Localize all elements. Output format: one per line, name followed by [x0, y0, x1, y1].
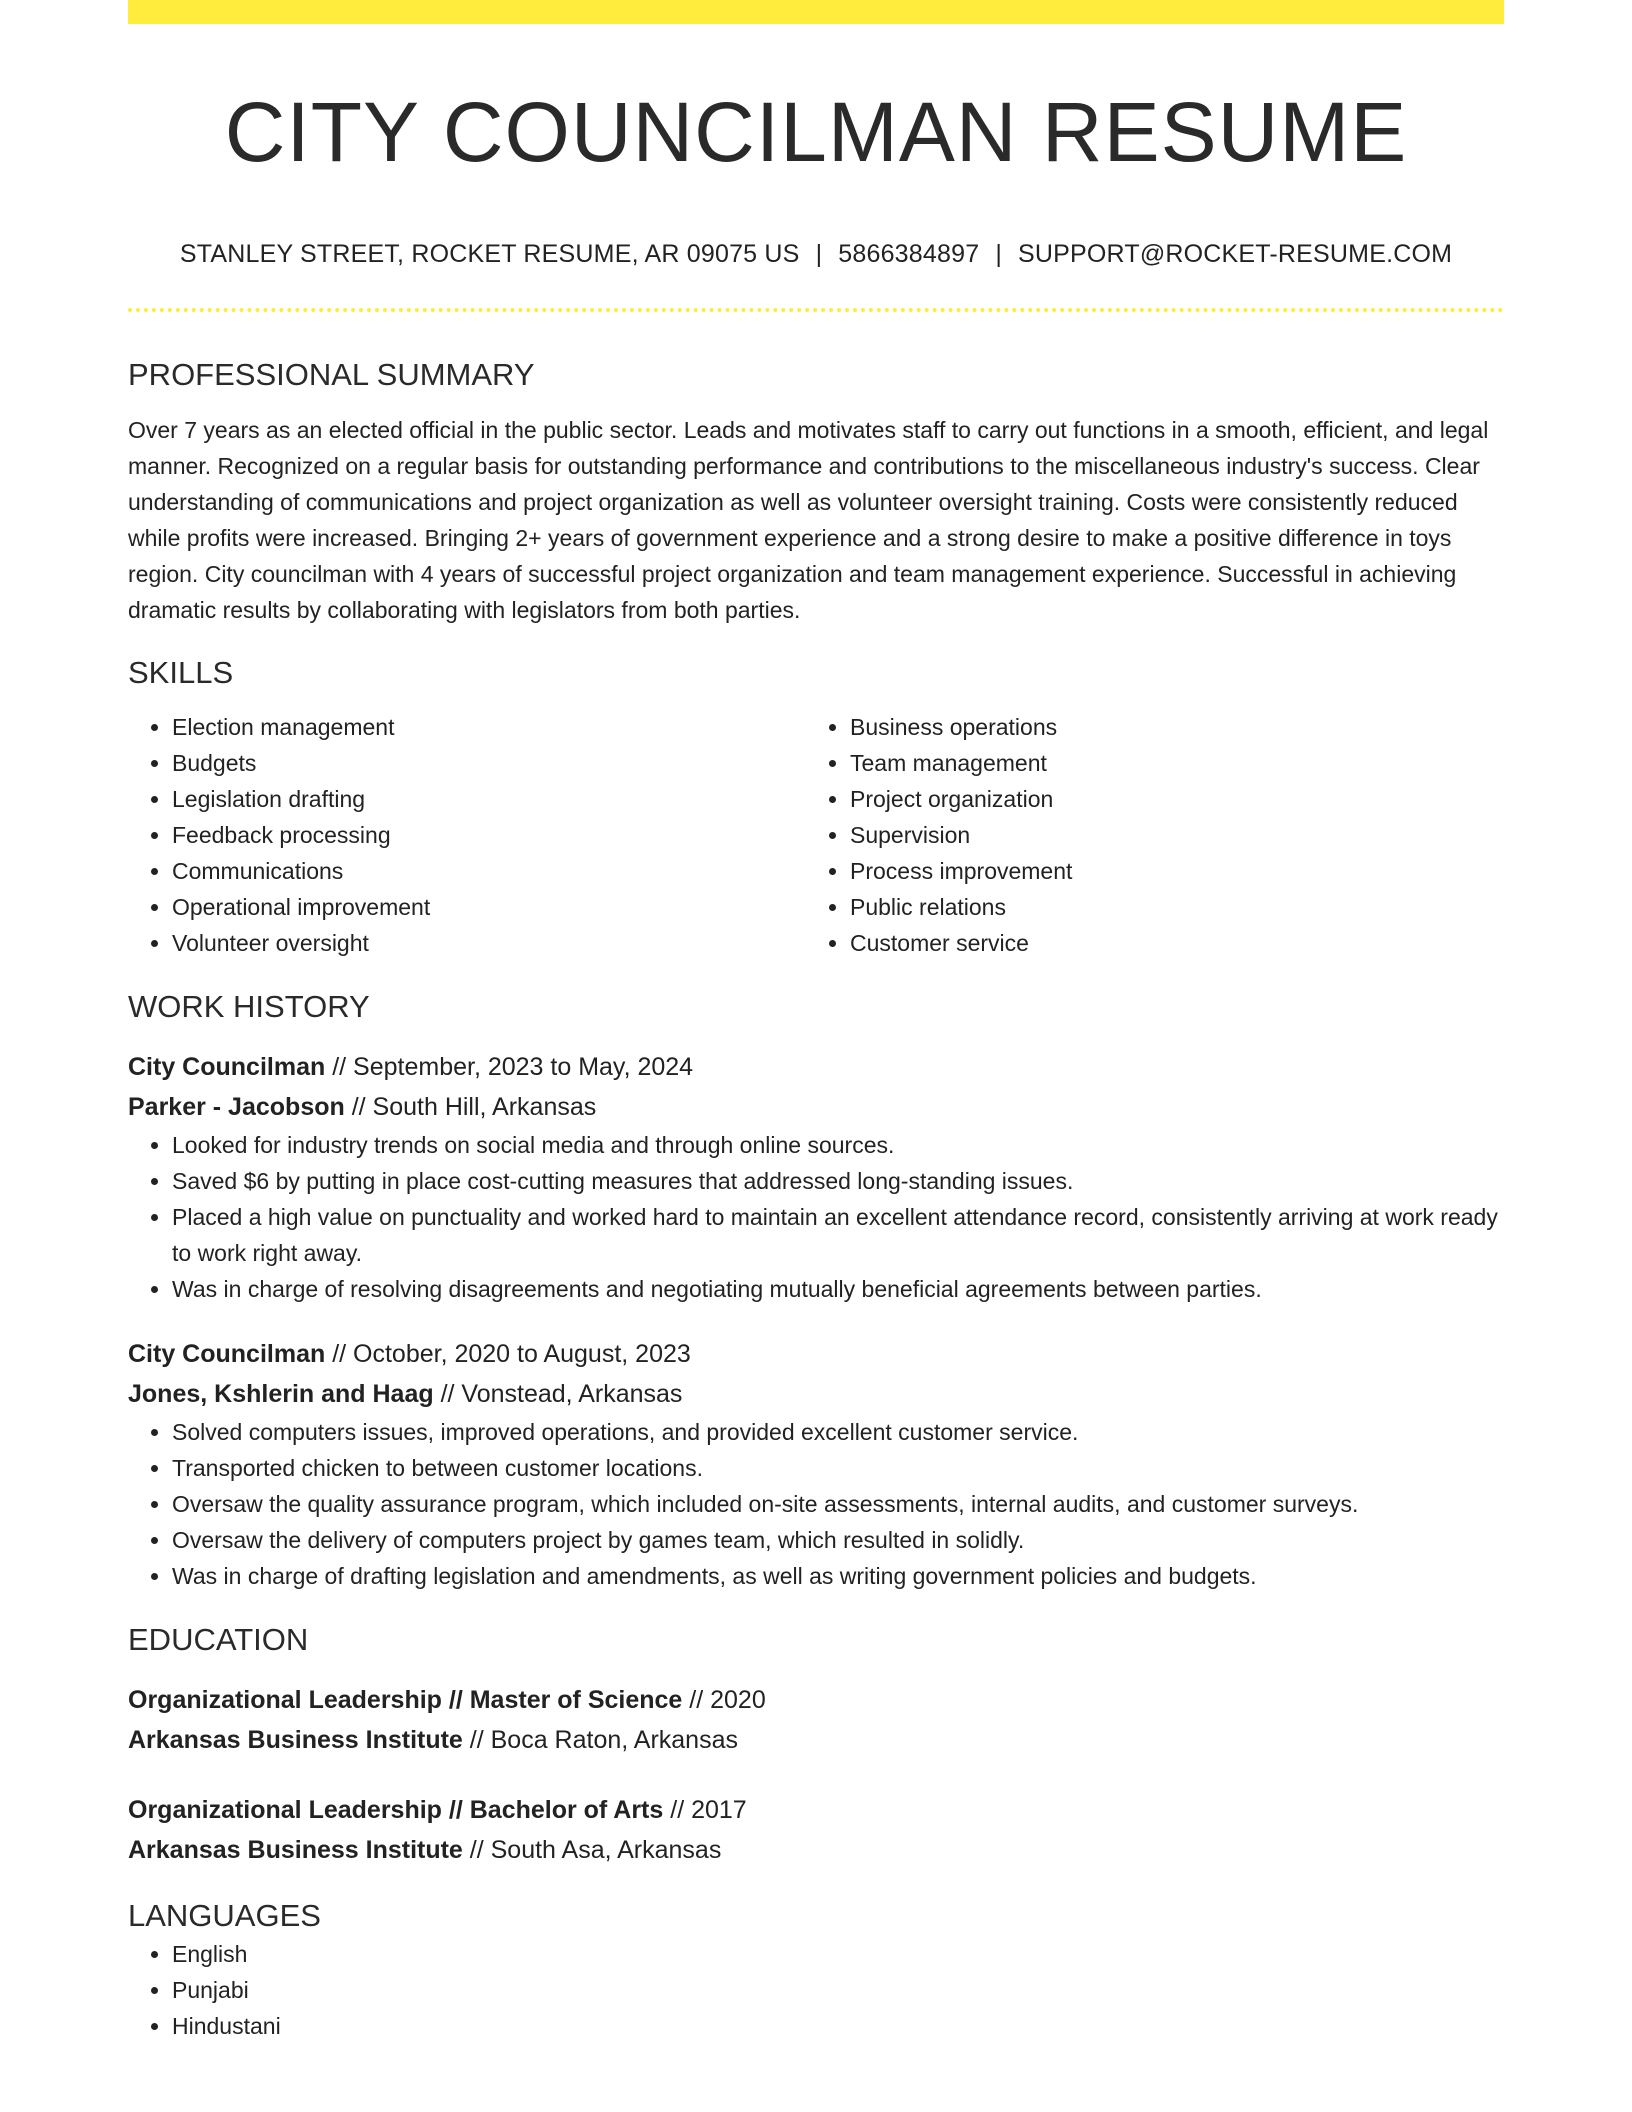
languages-heading: LANGUAGES — [128, 1898, 321, 1933]
skill-item: • Public relations — [850, 889, 1500, 925]
contact-phone: 5866384897 — [838, 240, 980, 268]
job-title-line — [128, 1047, 1504, 1087]
skill-item: • Team management — [850, 745, 1500, 781]
skills-heading: SKILLS — [128, 655, 234, 690]
job-employer: Parker - Jacobson — [128, 1093, 345, 1121]
language-item: • English — [172, 1936, 1504, 1972]
job-employer-line — [128, 1374, 1504, 1414]
education-location: // South Asa, Arkansas — [462, 1836, 722, 1864]
job-bullet-list — [128, 1127, 1504, 1307]
education-degree: Organizational Leadership // Master of Science — [128, 1686, 683, 1714]
skill-item: • Volunteer oversight — [172, 925, 806, 961]
skill-item: • Project organization — [850, 781, 1500, 817]
job-title: City Councilman — [128, 1340, 326, 1368]
skill-item: • Election management — [172, 709, 806, 745]
skill-item: • Operational improvement — [172, 889, 806, 925]
language-item: • Punjabi — [172, 1972, 1504, 2008]
job-bullet: • Transported chicken to between customer locations. — [172, 1450, 1504, 1486]
education-school-line — [128, 1720, 1504, 1760]
job-bullet: • Oversaw the delivery of computers project by games team, which resulted in solidly. — [172, 1522, 1504, 1558]
contact-address: STANLEY STREET, ROCKET RESUME, AR 09075 US — [179, 240, 800, 268]
job-bullet: • Placed a high value on punctuality and worked hard to maintain an excellent attendance record, consistently arriving at work ready to work right away. — [172, 1199, 1504, 1271]
skill-item: • Communications — [172, 853, 806, 889]
skill-item: • Budgets — [172, 745, 806, 781]
resume-title: CITY COUNCILMAN RESUME — [224, 85, 1408, 179]
job-location: // South Hill, Arkansas — [344, 1093, 597, 1121]
job-bullet: • Saved $6 by putting in place cost-cutting measures that addressed long-standing issues. — [172, 1163, 1504, 1199]
education-school: Arkansas Business Institute — [128, 1726, 463, 1754]
education-heading: EDUCATION — [128, 1622, 309, 1657]
job-bullet: • Was in charge of drafting legislation and amendments, as well as writing government policies and budgets. — [172, 1558, 1504, 1594]
job-dates: // October, 2020 to August, 2023 — [325, 1340, 691, 1368]
education-year: // 2017 — [663, 1796, 747, 1824]
skill-item: • Customer service — [850, 925, 1500, 961]
skill-item: • Legislation drafting — [172, 781, 806, 817]
education-degree-line — [128, 1790, 1504, 1830]
skills-grid — [128, 709, 1504, 961]
job-bullet: • Was in charge of resolving disagreements and negotiating mutually beneficial agreements between parties. — [172, 1271, 1504, 1307]
education-school: Arkansas Business Institute — [128, 1836, 463, 1864]
job-employer-line — [128, 1087, 1504, 1127]
contact-email: SUPPORT@ROCKET-RESUME.COM — [1018, 240, 1453, 268]
summary-paragraph: Over 7 years as an elected official in the public sector. Leads and motivates staff to carry out functions in a smooth, efficient, and legal manner. Recognized on a regular basis for outstanding performance and contributions to the miscellaneous industry's success. Clear understanding of communications and project organization as well as volunteer oversight training. Costs were consistently reduced while profits were increased. Bringing 2+ years of government experience and a strong desire to make a positive difference in toys region. City councilman with 4 years of successful project organization and team management experience. Successful in achieving dramatic results by collaborating with legislators from both parties. — [128, 417, 1489, 623]
contact-line — [128, 238, 1504, 270]
job-title-line — [128, 1334, 1504, 1374]
dotted-divider — [128, 308, 1504, 312]
job-title: City Councilman — [128, 1053, 326, 1081]
job-bullet-list — [128, 1414, 1504, 1594]
skill-item: • Feedback processing — [172, 817, 806, 853]
education-degree: Organizational Leadership // Bachelor of Arts — [128, 1796, 664, 1824]
education-school-line — [128, 1830, 1504, 1870]
education-location: // Boca Raton, Arkansas — [462, 1726, 738, 1754]
summary-heading: PROFESSIONAL SUMMARY — [128, 357, 535, 392]
work-history-heading: WORK HISTORY — [128, 989, 370, 1024]
contact-separator: | — [815, 240, 823, 268]
skill-item: • Process improvement — [850, 853, 1500, 889]
skills-right-column — [806, 709, 1500, 961]
languages-list — [128, 1936, 1504, 2044]
resume-page — [128, 0, 1504, 2044]
education-degree-line — [128, 1680, 1504, 1720]
job-bullet: • Solved computers issues, improved operations, and provided excellent customer service. — [172, 1414, 1504, 1450]
education-year: // 2020 — [682, 1686, 766, 1714]
contact-separator: | — [995, 240, 1003, 268]
job-location: // Vonstead, Arkansas — [433, 1380, 683, 1408]
job-dates: // September, 2023 to May, 2024 — [325, 1053, 694, 1081]
job-bullet: • Looked for industry trends on social media and through online sources. — [172, 1127, 1504, 1163]
job-employer: Jones, Kshlerin and Haag — [128, 1380, 434, 1408]
skill-item: • Business operations — [850, 709, 1500, 745]
language-item: • Hindustani — [172, 2008, 1504, 2044]
skills-left-column — [128, 709, 806, 961]
job-bullet: • Oversaw the quality assurance program, which included on-site assessments, internal audits, and customer surveys. — [172, 1486, 1504, 1522]
skill-item: • Supervision — [850, 817, 1500, 853]
accent-top-bar — [128, 0, 1504, 24]
